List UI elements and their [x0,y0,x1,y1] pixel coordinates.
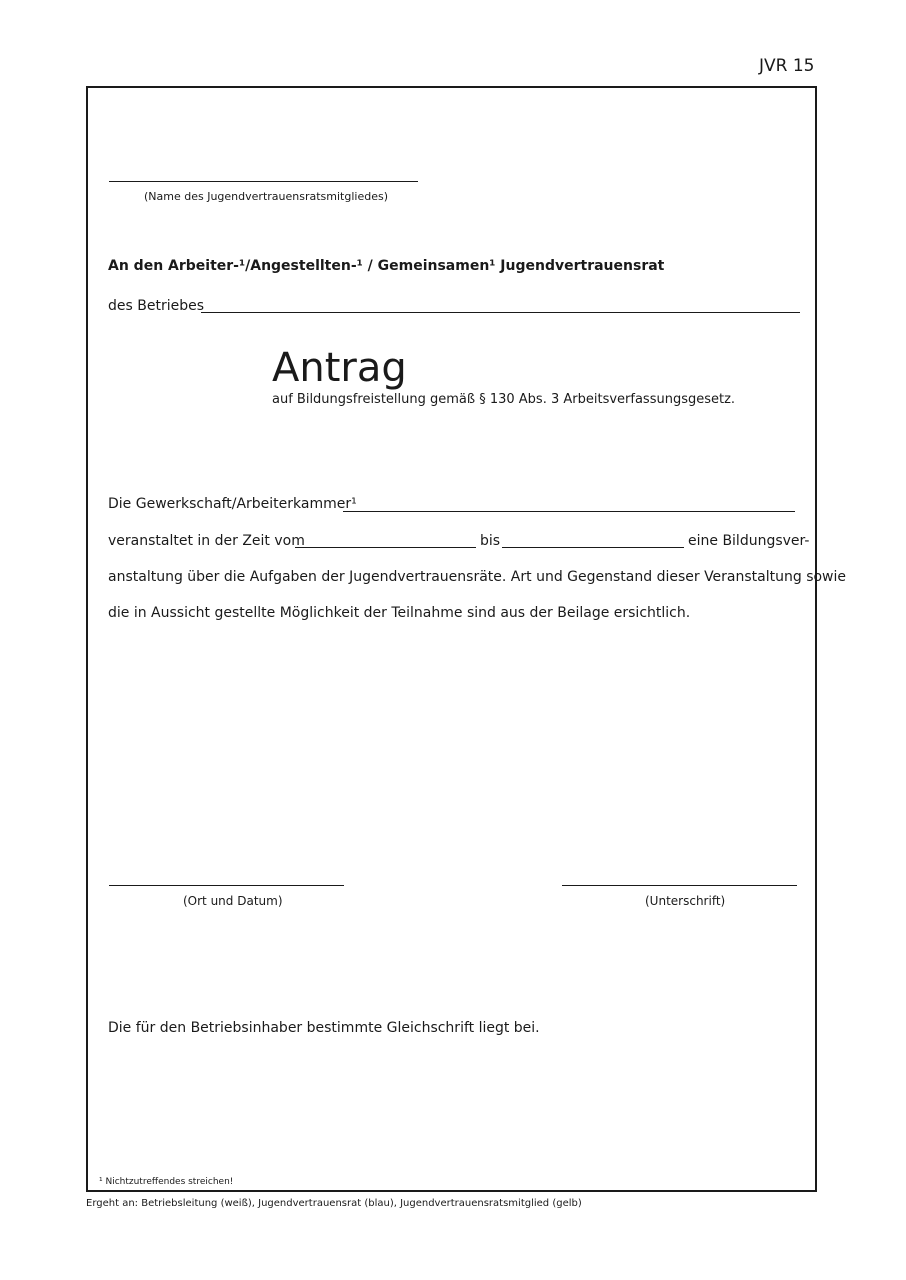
body-line1-prefix: Die Gewerkschaft/Arbeiterkammer¹ [108,496,357,512]
place-date-field-line[interactable] [109,885,344,886]
body-line2-middle: bis [480,533,501,549]
addressee-heading: An den Arbeiter-¹/Angestellten-¹ / Gemeinsamen¹ Jugendvertrauensrat [108,258,665,274]
form-code: JVR 15 [759,56,815,76]
signature-caption: (Unterschrift) [645,894,726,908]
company-label: des Betriebes [108,298,205,314]
date-from-field-line[interactable] [295,547,476,548]
distribution-note: Ergeht an: Betriebsleitung (weiß), Jugendvertrauensrat (blau), Jugendvertrauensratsmitglied (gelb) [86,1198,582,1209]
company-field-line[interactable] [201,312,800,313]
name-field-line[interactable] [109,181,418,182]
body-line2-suffix: eine Bildungsver- [688,533,810,549]
document-subtitle: auf Bildungsfreistellung gemäß § 130 Abs. 3 Arbeitsverfassungsgesetz. [272,392,736,407]
signature-field-line[interactable] [562,885,797,886]
date-to-field-line[interactable] [502,547,684,548]
name-caption: (Name des Jugendvertrauensratsmitgliedes) [144,190,388,203]
footnote: ¹ Nichtzutreffendes streichen! [99,1177,234,1187]
body-line4: die in Aussicht gestellte Möglichkeit der Teilnahme sind aus der Beilage ersichtlich. [108,605,691,621]
document-title: Antrag [272,345,407,391]
organization-field-line[interactable] [343,511,795,512]
body-line3: anstaltung über die Aufgaben der Jugendvertrauensräte. Art und Gegenstand dieser Veranstaltung sowie [108,569,847,585]
place-date-caption: (Ort und Datum) [183,894,283,908]
copy-note: Die für den Betriebsinhaber bestimmte Gleichschrift liegt bei. [108,1020,540,1036]
body-line2-prefix: veranstaltet in der Zeit vom [108,533,305,549]
